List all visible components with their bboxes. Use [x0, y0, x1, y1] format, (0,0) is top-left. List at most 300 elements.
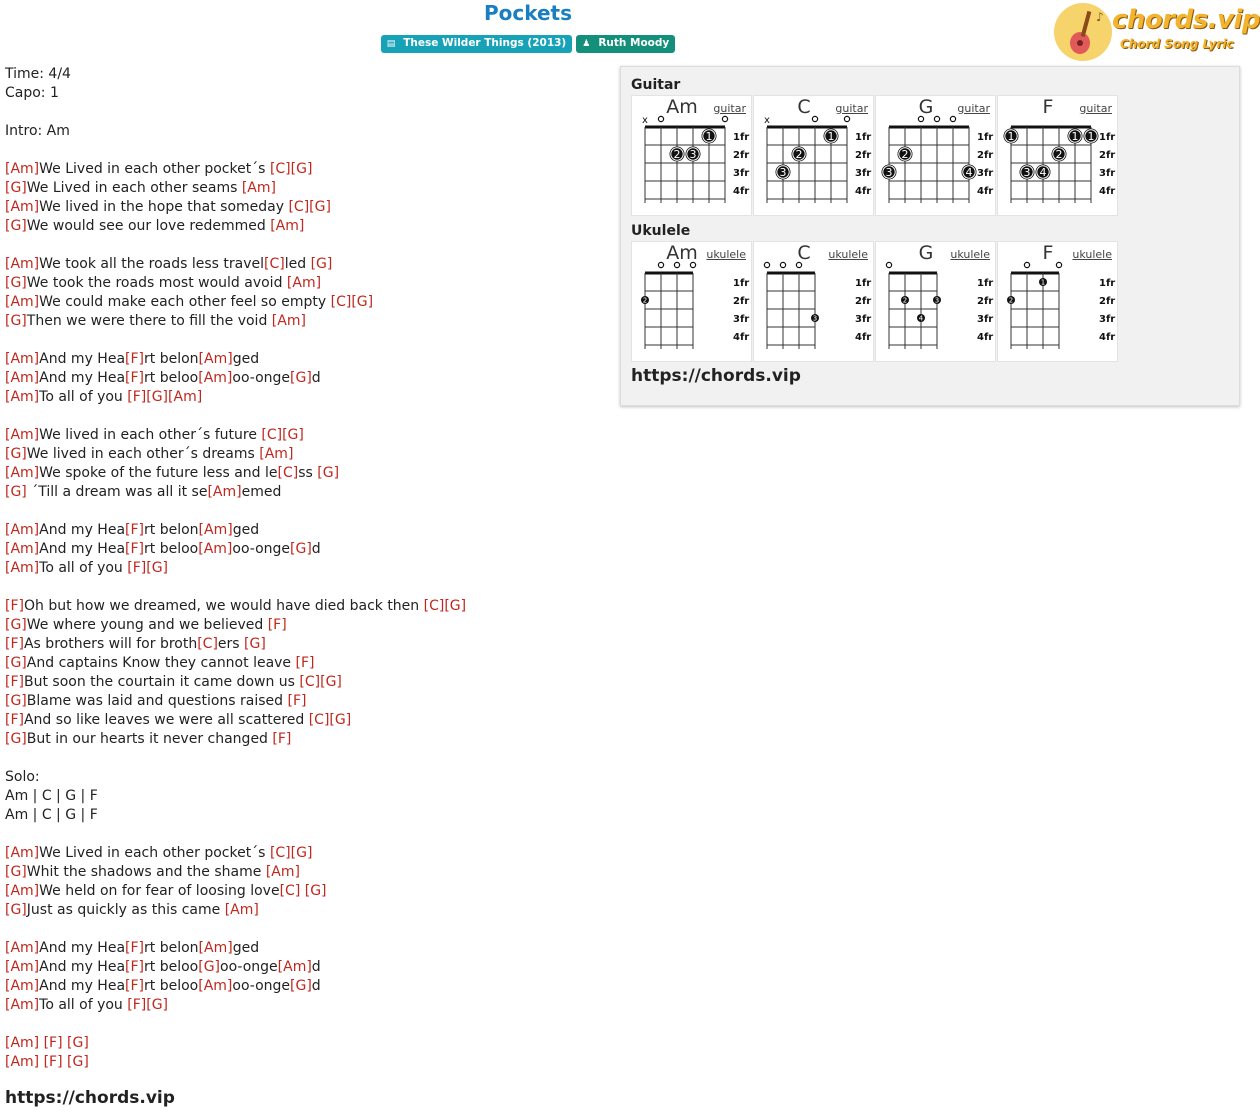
chord-marker[interactable]: [F]: [125, 541, 145, 557]
lyric-line: [5, 217, 466, 236]
lyric-text: We took the roads most would avoid: [26, 275, 287, 291]
chord-marker[interactable]: [Am]: [5, 959, 40, 975]
lyric-text: Whit the shadows and the shame: [26, 864, 266, 880]
lyric-text: Time: 4/4: [5, 66, 71, 82]
chord-name: F: [1042, 96, 1054, 118]
lyric-line: [5, 141, 466, 160]
chord-marker[interactable]: [G]: [320, 674, 342, 690]
fret-label: 4fr: [1099, 332, 1116, 343]
lyric-line: [5, 65, 466, 84]
lyric-line: [5, 179, 466, 198]
chord-marker[interactable]: [Am]: [286, 275, 322, 291]
finger-number: 4: [965, 166, 973, 179]
lyrics-body: [5, 65, 466, 1072]
chord-marker[interactable]: [F]: [5, 712, 24, 728]
lyric-line: [5, 407, 466, 426]
chord-marker[interactable]: [Am]: [5, 370, 40, 386]
chord-marker[interactable]: [C]: [288, 199, 310, 215]
fret-label: 3fr: [855, 314, 872, 325]
fret-label: 4fr: [733, 186, 750, 197]
guitar-section-title: Guitar: [631, 77, 681, 93]
lyric-line: [5, 673, 466, 692]
open-string-marker: [674, 262, 679, 267]
lyric-text: d: [311, 959, 321, 975]
lyric-text: d: [311, 370, 321, 386]
chord-marker[interactable]: [Am]: [5, 522, 40, 538]
chord-marker[interactable]: [F]: [125, 351, 145, 367]
lyric-text: Then we were there to fill the void: [26, 313, 272, 329]
chord-marker[interactable]: [G]: [444, 598, 467, 614]
lyric-text: ged: [232, 940, 260, 956]
lyric-line: [5, 863, 466, 882]
song-title: Pockets: [483, 1, 573, 25]
lyric-text: And my Hea: [39, 940, 126, 956]
lyric-text: ´Till a dream was all it se: [26, 484, 208, 500]
lyric-line: [5, 920, 466, 939]
lyric-line: [5, 977, 466, 996]
chord-marker[interactable]: [Am]: [5, 389, 40, 405]
lyric-line: [5, 996, 466, 1015]
chord-name: G: [918, 96, 934, 118]
lyric-line: [5, 958, 466, 977]
finger-number: 3: [779, 166, 787, 179]
chord-marker[interactable]: [Am]: [5, 199, 40, 215]
chord-marker[interactable]: [Am]: [5, 845, 40, 861]
chord-marker[interactable]: [Am]: [5, 256, 40, 272]
chord-marker[interactable]: [G]: [309, 199, 331, 215]
instrument-link[interactable]: ukulele: [706, 248, 746, 261]
site-logo[interactable]: [1054, 3, 1260, 61]
lyric-line: [5, 749, 466, 768]
fret-label: 1fr: [733, 278, 750, 289]
chord-marker[interactable]: [G]: [146, 997, 169, 1013]
chord-marker[interactable]: [Am]: [5, 351, 40, 367]
lyric-line: [5, 882, 466, 901]
lyric-line: [5, 521, 466, 540]
lyric-text: led: [284, 256, 311, 272]
open-string-marker: [658, 262, 663, 267]
lyric-text: We Lived in each other pocket´s: [39, 161, 270, 177]
lyric-text: Blame was laid and questions raised: [26, 693, 288, 709]
logo-wordmark: chords.vip: [1112, 5, 1260, 35]
fret-label: 3fr: [855, 168, 872, 179]
chord-marker[interactable]: [Am]: [265, 864, 300, 880]
lyric-text: But soon the courtain it came down us: [23, 674, 300, 690]
lyric-text: ers: [217, 636, 245, 652]
fret-label: 4fr: [855, 186, 872, 197]
chord-marker[interactable]: [G]: [304, 883, 327, 899]
instrument-link[interactable]: guitar: [713, 102, 746, 115]
instrument-link[interactable]: ukulele: [1072, 248, 1112, 261]
chord-marker[interactable]: [Am]: [198, 522, 233, 538]
ukulele-chord-card[interactable]: [753, 241, 874, 362]
lyric-text: To all of you: [39, 389, 128, 405]
fret-label: 2fr: [1099, 296, 1116, 307]
chord-marker[interactable]: [F]: [125, 940, 145, 956]
chord-marker[interactable]: [G]: [67, 1035, 89, 1051]
guitar-chord-card[interactable]: [997, 95, 1118, 216]
finger-number: 4: [918, 314, 924, 323]
lyric-line: [5, 844, 466, 863]
finger-number: 1: [1007, 130, 1015, 143]
chord-marker[interactable]: [Am]: [198, 351, 233, 367]
lyric-text: rt belon: [144, 940, 199, 956]
chord-marker[interactable]: [F]: [125, 959, 145, 975]
chord-marker[interactable]: [G]: [329, 712, 352, 728]
chord-marker[interactable]: [Am]: [277, 959, 312, 975]
lyric-line: [5, 616, 466, 635]
chord-marker[interactable]: [Am]: [198, 370, 233, 386]
open-string-marker: [918, 116, 923, 121]
fret-label: 1fr: [977, 132, 994, 143]
open-string-marker: [934, 116, 939, 121]
svg-text:♪: ♪: [1096, 10, 1104, 24]
chord-diagram: [998, 242, 1117, 361]
lyric-line: [5, 198, 466, 217]
lyric-line: [5, 730, 466, 749]
chord-marker[interactable]: [G]: [5, 313, 27, 329]
finger-number: 2: [1008, 296, 1014, 305]
lyric-line: [5, 236, 466, 255]
chord-marker[interactable]: [Am]: [198, 940, 233, 956]
lyric-text: And my Hea: [39, 978, 126, 994]
chord-marker[interactable]: [F]: [125, 370, 145, 386]
lyric-line: [5, 84, 466, 103]
chord-name: Am: [666, 242, 698, 264]
fret-label: 2fr: [977, 296, 994, 307]
chord-marker[interactable]: [Am]: [5, 978, 40, 994]
fret-label: 4fr: [977, 332, 994, 343]
chord-marker[interactable]: [G]: [5, 275, 27, 291]
muted-string-marker: x: [764, 115, 770, 126]
finger-number: 3: [934, 296, 940, 305]
fret-label: 1fr: [1099, 132, 1116, 143]
lyric-line: [5, 274, 466, 293]
lyric-line: [5, 1053, 466, 1072]
fret-label: 1fr: [1099, 278, 1116, 289]
chord-marker[interactable]: [Am]: [5, 560, 40, 576]
open-string-marker: [844, 116, 849, 121]
chord-diagram: [754, 242, 873, 361]
song-tags: [0, 35, 1056, 53]
chord-marker[interactable]: [Am]: [5, 427, 40, 443]
chord-marker[interactable]: [G]: [290, 541, 312, 557]
finger-number: 3: [1023, 166, 1031, 179]
finger-number: 2: [673, 148, 681, 161]
fret-label: 3fr: [733, 314, 750, 325]
ukulele-section-title: Ukulele: [631, 223, 691, 239]
chord-marker[interactable]: [G]: [282, 427, 304, 443]
open-string-marker: [722, 116, 727, 121]
finger-number: 1: [1040, 278, 1046, 287]
fret-label: 4fr: [1099, 186, 1116, 197]
chord-marker[interactable]: [G]: [5, 693, 27, 709]
chord-marker[interactable]: [G]: [351, 294, 374, 310]
fret-label: 1fr: [977, 278, 994, 289]
lyric-text: We could make each other feel so empty: [39, 294, 331, 310]
chord-marker[interactable]: [G]: [244, 636, 266, 652]
chord-marker[interactable]: [Am]: [5, 997, 40, 1013]
fret-label: 2fr: [977, 150, 994, 161]
ukulele-chord-card[interactable]: [875, 241, 996, 362]
chord-marker[interactable]: [G]: [5, 902, 27, 918]
footer-url[interactable]: https://chords.vip: [5, 1088, 175, 1108]
lyric-line: [5, 635, 466, 654]
fret-label: 3fr: [977, 314, 994, 325]
instrument-link[interactable]: guitar: [1079, 102, 1112, 115]
chord-marker[interactable]: [Am]: [5, 161, 40, 177]
artist-tag[interactable]: [576, 35, 675, 53]
chord-marker[interactable]: [G]: [5, 731, 27, 747]
chord-marker[interactable]: [Am]: [241, 180, 276, 196]
lyric-text: And my Hea: [39, 959, 126, 975]
lyric-text: We held on for fear of loosing love: [39, 883, 280, 899]
chord-marker[interactable]: [G]: [5, 218, 27, 234]
album-icon: ▤: [386, 39, 396, 49]
lyric-text: We lived in each other´s future: [39, 427, 262, 443]
chord-marker[interactable]: [Am]: [5, 541, 40, 557]
finger-number: 2: [642, 296, 648, 305]
chord-marker[interactable]: [F]: [125, 522, 145, 538]
chord-marker[interactable]: [F]: [43, 1035, 63, 1051]
chord-marker[interactable]: [Am]: [198, 978, 233, 994]
lyric-line: [5, 901, 466, 920]
chord-marker[interactable]: [G]: [198, 959, 221, 975]
lyric-text: To all of you: [39, 560, 128, 576]
finger-number: 2: [902, 296, 908, 305]
chord-marker[interactable]: [G]: [5, 864, 27, 880]
fret-label: 2fr: [733, 150, 750, 161]
chord-marker[interactable]: [Am]: [168, 389, 203, 405]
lyric-text: We took all the roads less travel: [39, 256, 265, 272]
guitar-chord-card[interactable]: [753, 95, 874, 216]
lyric-text: rt belon: [144, 351, 199, 367]
chord-marker[interactable]: [F]: [5, 674, 24, 690]
chord-marker[interactable]: [G]: [5, 446, 27, 462]
lyric-text: We spoke of the future less and le: [39, 465, 278, 481]
open-string-marker: [796, 262, 801, 267]
chord-marker[interactable]: [C]: [299, 674, 321, 690]
user-icon: ♟: [582, 39, 591, 49]
lyric-text: Am | C | G | F: [5, 788, 98, 804]
open-string-marker: [950, 116, 955, 121]
finger-number: 2: [1055, 148, 1063, 161]
chord-diagram: [754, 96, 873, 215]
lyric-line: [5, 293, 466, 312]
chord-marker[interactable]: [G]: [5, 617, 27, 633]
chord-marker[interactable]: [Am]: [5, 1035, 40, 1051]
chord-marker[interactable]: [Am]: [259, 446, 294, 462]
lyric-text: ss: [298, 465, 318, 481]
chord-marker[interactable]: [Am]: [271, 313, 306, 329]
lyric-line: [5, 1015, 466, 1034]
lyric-text: ged: [232, 351, 260, 367]
fret-label: 3fr: [1099, 168, 1116, 179]
chord-marker[interactable]: [C]: [197, 636, 218, 652]
chord-marker[interactable]: [C]: [269, 161, 291, 177]
lyric-text: To all of you: [39, 997, 128, 1013]
finger-number: 1: [1071, 130, 1079, 143]
lyric-line: [5, 464, 466, 483]
lyric-text: rt beloo: [144, 959, 199, 975]
chord-marker[interactable]: [Am]: [5, 294, 40, 310]
open-string-marker: [812, 116, 817, 121]
chord-marker[interactable]: [F]: [43, 1054, 63, 1070]
lyric-line: [5, 825, 466, 844]
guitar-logo-icon: [1054, 3, 1112, 61]
chord-marker[interactable]: [F]: [5, 598, 24, 614]
fret-label: 2fr: [733, 296, 750, 307]
chord-marker[interactable]: [G]: [67, 1054, 89, 1070]
instrument-link[interactable]: guitar: [957, 102, 990, 115]
chord-marker[interactable]: [C]: [279, 883, 301, 899]
chord-diagram: [632, 242, 751, 361]
chord-marker[interactable]: [G]: [290, 845, 313, 861]
lyric-line: [5, 597, 466, 616]
instrument-link[interactable]: ukulele: [828, 248, 868, 261]
lyric-text: We lived in the hope that someday: [39, 199, 289, 215]
chord-marker[interactable]: [G]: [290, 161, 313, 177]
chord-marker[interactable]: [Am]: [198, 541, 233, 557]
open-string-marker: [1056, 262, 1061, 267]
lyric-text: Capo: 1: [5, 85, 59, 101]
fret-label: 4fr: [977, 186, 994, 197]
chord-marker[interactable]: [C]: [264, 256, 285, 272]
fret-label: 3fr: [733, 168, 750, 179]
chord-marker[interactable]: [Am]: [5, 465, 40, 481]
chord-marker[interactable]: [G]: [5, 180, 27, 196]
lyric-text: But in our hearts it never changed: [26, 731, 273, 747]
lyric-line: [5, 445, 466, 464]
ukulele-chord-card[interactable]: [997, 241, 1118, 362]
lyric-text: And my Hea: [39, 541, 126, 557]
chord-marker[interactable]: [C]: [308, 712, 330, 728]
chord-marker[interactable]: [C]: [277, 465, 299, 481]
fret-label: 1fr: [855, 278, 872, 289]
chord-marker[interactable]: [Am]: [5, 883, 40, 899]
open-string-marker: [780, 262, 785, 267]
lyric-text: And captains Know they cannot leave: [26, 655, 296, 671]
chord-marker[interactable]: [Am]: [207, 484, 242, 500]
lyric-text: oo-onge: [232, 541, 291, 557]
lyric-line: [5, 122, 466, 141]
lyric-line: [5, 654, 466, 673]
chord-marker[interactable]: [F]: [5, 636, 24, 652]
chord-diagram-panel: [620, 66, 1240, 406]
chord-name: C: [797, 96, 811, 118]
chord-diagram: [632, 96, 751, 215]
lyric-text: We Lived in each other seams: [26, 180, 242, 196]
chord-marker[interactable]: [F]: [127, 560, 147, 576]
fret-label: 2fr: [855, 150, 872, 161]
lyric-line: [5, 1034, 466, 1053]
chord-marker[interactable]: [G]: [290, 978, 312, 994]
chord-marker[interactable]: [G]: [290, 370, 312, 386]
lyric-text: As brothers will for broth: [23, 636, 198, 652]
chord-marker[interactable]: [G]: [5, 484, 27, 500]
album-label: These Wilder Things (2013): [403, 37, 567, 49]
chord-marker[interactable]: [Am]: [270, 218, 305, 234]
lyric-line: [5, 103, 466, 122]
logo-tagline: Chord Song Lyric: [1120, 37, 1234, 51]
chord-marker[interactable]: [F]: [267, 617, 287, 633]
fret-label: 3fr: [1099, 314, 1116, 325]
chord-marker[interactable]: [F]: [127, 389, 147, 405]
chord-marker[interactable]: [Am]: [5, 940, 40, 956]
lyric-text: Solo:: [5, 769, 40, 785]
chord-marker[interactable]: [Am]: [5, 1054, 40, 1070]
chord-marker[interactable]: [F]: [295, 655, 315, 671]
open-string-marker: [690, 262, 695, 267]
lyric-text: And my Hea: [39, 370, 126, 386]
lyric-text: oo-onge: [232, 370, 291, 386]
lyric-text: rt beloo: [144, 370, 199, 386]
chord-marker[interactable]: [C]: [261, 427, 283, 443]
chord-marker[interactable]: [C]: [269, 845, 291, 861]
lyric-text: We where young and we believed: [26, 617, 268, 633]
lyric-text: Intro: Am: [5, 123, 70, 139]
chord-marker[interactable]: [G]: [310, 256, 333, 272]
chord-marker[interactable]: [C]: [330, 294, 352, 310]
lyric-line: [5, 255, 466, 274]
lyric-line: [5, 426, 466, 445]
lyric-text: rt belon: [144, 522, 199, 538]
lyric-line: [5, 711, 466, 730]
chord-marker[interactable]: [C]: [423, 598, 445, 614]
chord-diagram: [998, 96, 1117, 215]
chord-marker[interactable]: [F]: [287, 693, 307, 709]
lyric-text: oo-onge: [220, 959, 278, 975]
guitar-chord-card[interactable]: [631, 95, 752, 216]
finger-number: 2: [901, 148, 909, 161]
lyric-text: We would see our love redemmed: [26, 218, 271, 234]
lyric-line: [5, 540, 466, 559]
instrument-link[interactable]: ukulele: [950, 248, 990, 261]
lyric-text: rt beloo: [144, 541, 199, 557]
chord-marker[interactable]: [F]: [127, 997, 147, 1013]
chord-marker[interactable]: [G]: [146, 560, 169, 576]
chord-marker[interactable]: [F]: [272, 731, 292, 747]
chord-marker[interactable]: [Am]: [224, 902, 259, 918]
lyric-line: [5, 768, 466, 787]
finger-number: 2: [795, 148, 803, 161]
lyric-text: And my Hea: [39, 351, 126, 367]
guitar-chord-card[interactable]: [875, 95, 996, 216]
lyric-line: [5, 578, 466, 597]
fret-label: 1fr: [855, 132, 872, 143]
chord-marker[interactable]: [G]: [146, 389, 169, 405]
chord-marker[interactable]: [F]: [125, 978, 145, 994]
lyric-text: rt beloo: [144, 978, 199, 994]
lyric-text: emed: [241, 484, 282, 500]
chord-marker[interactable]: [G]: [5, 655, 27, 671]
open-string-marker: [1024, 262, 1029, 267]
fret-label: 1fr: [733, 132, 750, 143]
lyric-text: Oh but how we dreamed, we would have died back then: [23, 598, 424, 614]
ukulele-chord-card[interactable]: [631, 241, 752, 362]
album-tag[interactable]: [381, 35, 573, 53]
lyric-text: d: [311, 541, 321, 557]
lyric-text: ged: [232, 522, 260, 538]
fret-label: 3fr: [977, 168, 994, 179]
instrument-link[interactable]: guitar: [835, 102, 868, 115]
panel-url[interactable]: https://chords.vip: [631, 366, 801, 386]
chord-marker[interactable]: [G]: [317, 465, 340, 481]
lyric-text: d: [311, 978, 321, 994]
finger-number: 1: [827, 130, 835, 143]
open-string-marker: [764, 262, 769, 267]
lyric-line: [5, 787, 466, 806]
